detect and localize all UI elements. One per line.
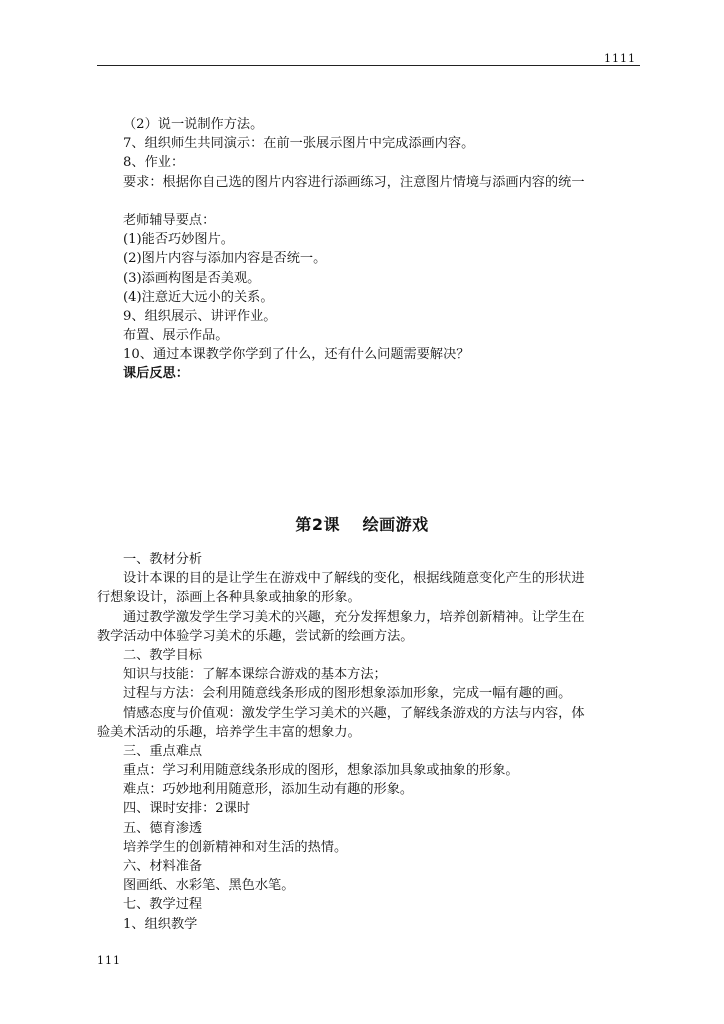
section-heading: 三、重点难点 bbox=[123, 743, 203, 759]
header-rule bbox=[97, 65, 640, 66]
blank-line bbox=[97, 192, 642, 211]
paragraph-line: 知识与技能：了解本课综合游戏的基本方法； bbox=[123, 667, 387, 683]
section-heading: 二、教学目标 bbox=[123, 647, 203, 663]
lesson-body bbox=[97, 550, 642, 934]
paragraph-line: 验美术活动的乐趣，培养学生丰富的想象力。 bbox=[97, 724, 361, 740]
section-heading: 五、德育渗透 bbox=[123, 820, 203, 836]
top-section bbox=[97, 115, 642, 384]
paragraph-line: 重点：学习利用随意线条形成的图形，想象添加具象或抽象的形象。 bbox=[123, 763, 519, 779]
text-line: （2）说一说制作方法。 bbox=[123, 117, 264, 132]
lesson-title: 第2课 绘画游戏 bbox=[295, 515, 429, 534]
paragraph-line: 难点：巧妙地利用随意形，添加生动有趣的形象。 bbox=[123, 782, 414, 798]
paragraph-line: 行想象设计，添画上各种具象或抽象的形象。 bbox=[97, 590, 361, 606]
text-line: 7、组织师生共同演示：在前一张展示图片中完成添画内容。 bbox=[123, 136, 475, 152]
paragraph-line: 过程与方法：会利用随意线条形成的图形想象添加形象，完成一幅有趣的画。 bbox=[123, 686, 572, 702]
text-line: 要求：根据你自己选的图片内容进行添画练习，注意图片情境与添画内容的统一 bbox=[123, 174, 585, 190]
footer-page-number: 111 bbox=[97, 954, 121, 967]
paragraph-line: 设计本课的目的是让学生在游戏中了解线的变化，根据线随意变化产生的形状进 bbox=[123, 571, 585, 587]
paragraph-line: 情感态度与价值观：激发学生学习美术的兴趣，了解线条游戏的方法与内容，体 bbox=[123, 705, 585, 721]
section-heading: 七、教学过程 bbox=[123, 897, 203, 913]
paragraph-line: 图画纸、水彩笔、黑色水笔。 bbox=[123, 878, 295, 894]
section-heading: 四、课时安排：2课时 bbox=[123, 801, 251, 817]
text-line: 老师辅导要点： bbox=[123, 212, 216, 228]
paragraph-line: 教学活动中体验学习美术的乐趣，尝试新的绘画方法。 bbox=[97, 628, 414, 644]
text-line: (2)图片内容与添加内容是否统一。 bbox=[123, 251, 327, 267]
text-line: 10、通过本课教学你学到了什么，还有什么问题需要解决？ bbox=[123, 347, 470, 363]
text-line: 9、组织展示、讲评作业。 bbox=[123, 308, 277, 324]
text-line: (1)能否巧妙图片。 bbox=[123, 232, 234, 248]
text-line: 布置、展示作品。 bbox=[123, 328, 229, 344]
text-line: (4)注意近大远小的关系。 bbox=[123, 289, 274, 305]
section-heading: 一、教材分析 bbox=[123, 552, 203, 567]
text-line: 8、作业： bbox=[123, 155, 185, 171]
paragraph-line: 培养学生的创新精神和对生活的热情。 bbox=[123, 839, 348, 855]
reflection-label: 课后反思： bbox=[123, 366, 189, 382]
header-page-number: 1111 bbox=[604, 52, 636, 65]
section-heading: 六、材料准备 bbox=[123, 859, 203, 874]
paragraph-line: 通过教学激发学生学习美术的兴趣，充分发挥想象力，培养创新精神。让学生在 bbox=[123, 609, 585, 625]
text-line: (3)添画构图是否美观。 bbox=[123, 270, 261, 286]
paragraph-line: 1、组织教学 bbox=[123, 916, 198, 932]
